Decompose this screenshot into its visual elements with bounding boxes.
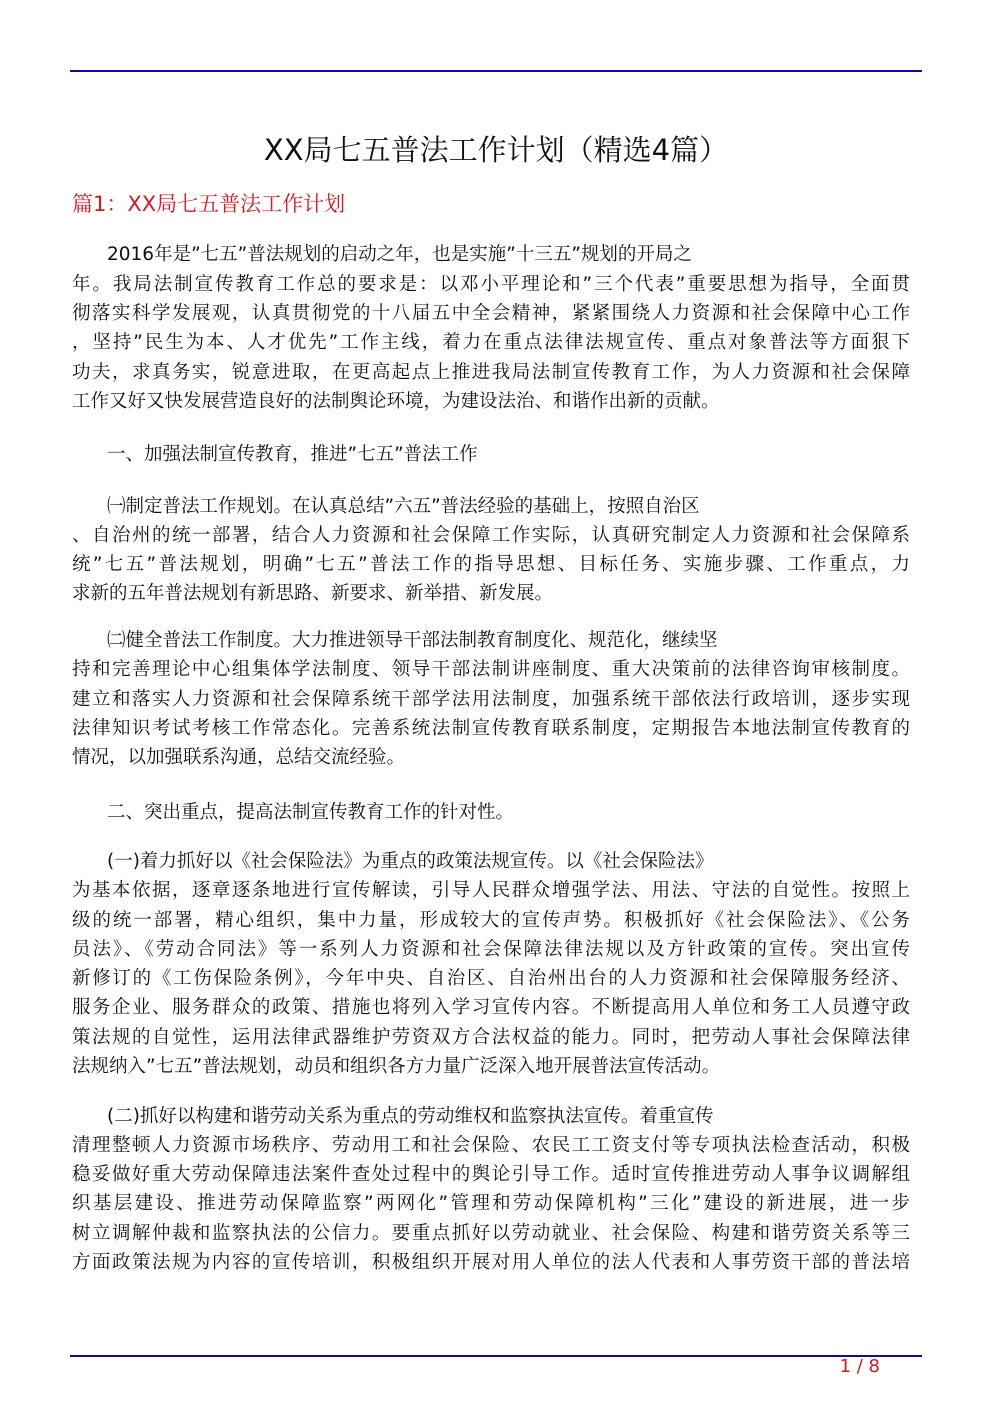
document-title: XX局七五普法工作计划（精选4篇） xyxy=(263,133,729,167)
paragraph-line: 彻落实科学发展观，认真贯彻党的十八届五中全会精神，紧紧围绕人力资源和社会保障中心工作 xyxy=(72,303,910,324)
paragraph-line: 2016年是”七五”普法规划的启动之年，也是实施”十三五”规划的开局之 xyxy=(107,244,692,265)
header-rule xyxy=(70,70,922,72)
paragraph-line: ㈠制定普法工作规划。在认真总结”六五”普法经验的基础上，按照自治区 xyxy=(107,496,700,517)
paragraph-line: 员法》、《劳动合同法》等一系列人力资源和社会保障法律法规以及方针政策的宣传。突出宣传 xyxy=(72,939,910,960)
paragraph-line: 清理整顿人力资源市场秩序、劳动用工和社会保险、农民工工资支付等专项执法检查活动，积极 xyxy=(72,1135,910,1156)
paragraph-line: 树立调解仲裁和监察执法的公信力。要重点抓好以劳动就业、社会保险、构建和谐劳资关系等三 xyxy=(72,1223,910,1244)
paragraph-line: ㈡健全普法工作制度。大力推进领导干部法制教育制度化、规范化，继续坚 xyxy=(107,630,718,651)
paragraph-line: 建立和落实人力资源和社会保障系统干部学法用法制度，加强系统干部依法行政培训，逐步实现 xyxy=(72,689,910,710)
paragraph-line: 级的统一部署，精心组织，集中力量，形成较大的宣传声势。积极抓好《社会保险法》、《公务 xyxy=(72,910,910,931)
paragraph-line: 工作又好又快发展营造良好的法制舆论环境，为建设法治、和谐作出新的贡献。 xyxy=(72,391,720,412)
paragraph-line: 方面政策法规为内容的宣传培训，积极组织开展对用人单位的法人代表和人事劳资干部的普法培 xyxy=(72,1252,910,1273)
paragraph-line: 、自治州的统一部署，结合人力资源和社会保障工作实际，认真研究制定人力资源和社会保障系 xyxy=(72,525,910,546)
paragraph-line: 新修订的《工伤保险条例》，今年中央、自治区、自治州出台的人力资源和社会保障服务经济、 xyxy=(72,968,910,989)
page-number: 1 / 8 xyxy=(839,1356,880,1377)
paragraph-line: 服务企业、服务群众的政策、措施也将列入学习宣传内容。不断提高用人单位和务工人员遵守政 xyxy=(72,997,910,1018)
paragraph-line: 为基本依据，逐章逐条地进行宣传解读，引导人民群众增强学法、用法、守法的自觉性。按照上 xyxy=(72,880,910,901)
section-subheading: 二、突出重点，提高法制宣传教育工作的针对性。 xyxy=(107,802,515,823)
paragraph-line: 年。我局法制宣传教育工作总的要求是：以邓小平理论和”三个代表”重要思想为指导，全面贯 xyxy=(72,274,910,295)
paragraph-line: 统”七五”普法规划，明确”七五”普法工作的指导思想、目标任务、实施步骤、工作重点，力 xyxy=(72,554,910,575)
paragraph-line: 织基层建设、推进劳动保障监察”两网化”管理和劳动保障机构”三化”建设的新进展，进一步 xyxy=(72,1193,910,1214)
paragraph-line: 求新的五年普法规划有新思路、新要求、新举措、新发展。 xyxy=(72,583,554,604)
footer-rule xyxy=(70,1355,922,1357)
paragraph-line: (二)抓好以构建和谐劳动关系为重点的劳动维权和监察执法宣传。着重宣传 xyxy=(107,1106,714,1127)
paragraph-line: 策法规的自觉性，运用法律武器维护劳资双方合法权益的能力。同时，把劳动人事社会保障法律 xyxy=(72,1027,910,1048)
paragraph-line: 持和完善理论中心组集体学法制度、领导干部法制讲座制度、重大决策前的法律咨询审核制度。 xyxy=(72,659,910,680)
paragraph-line: 情况，以加强联系沟通，总结交流经验。 xyxy=(72,747,406,768)
section-subheading: 一、加强法制宣传教育，推进”七五”普法工作 xyxy=(107,444,478,465)
paragraph-line: (一)着力抓好以《社会保险法》为重点的政策法规宣传。以《社会保险法》 xyxy=(107,851,714,872)
paragraph-line: 法律知识考试考核工作常态化。完善系统法制宣传教育联系制度，定期报告本地法制宣传教育的 xyxy=(72,718,910,739)
paragraph-line: 法规纳入”七五”普法规划，动员和组织各方力量广泛深入地开展普法宣传活动。 xyxy=(72,1056,721,1077)
paragraph-line: 功夫，求真务实，锐意进取，在更高起点上推进我局法制宣传教育工作，为人力资源和社会保障 xyxy=(72,362,910,383)
section-heading: 篇1：XX局七五普法工作计划 xyxy=(72,192,346,216)
paragraph-line: 稳妥做好重大劳动保障违法案件查处过程中的舆论引导工作。适时宣传推进劳动人事争议调解组 xyxy=(72,1164,910,1185)
paragraph-line: ，坚持”民生为本、人才优先”工作主线，着力在重点法律法规宣传、重点对象普法等方面狠下 xyxy=(72,332,910,353)
